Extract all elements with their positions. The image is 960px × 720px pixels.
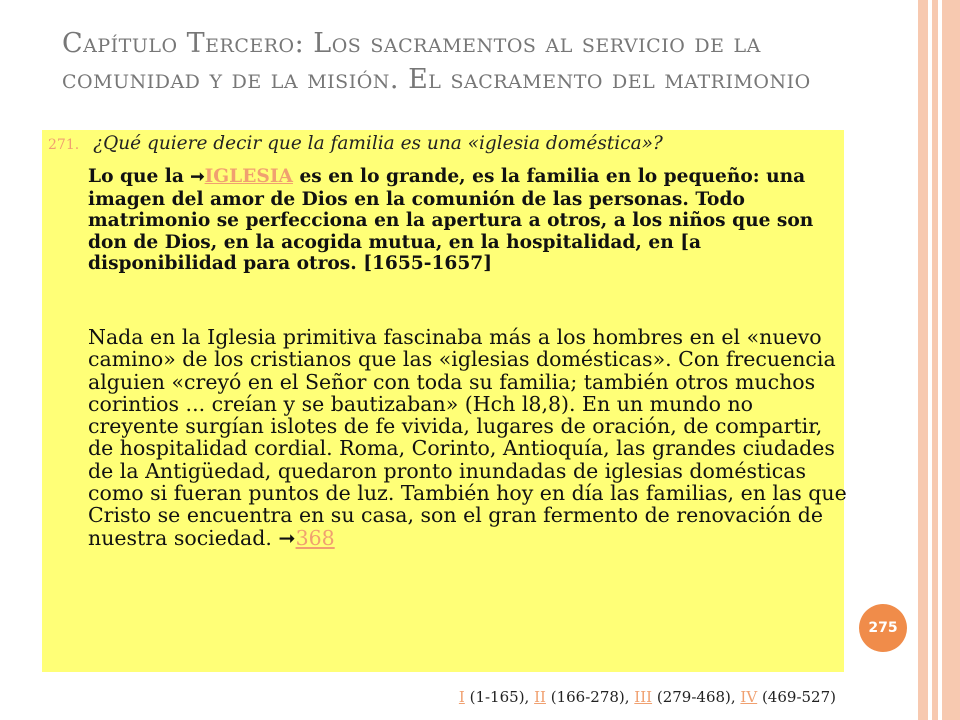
question-number: 271. xyxy=(48,137,80,153)
footer-range: (469-527) xyxy=(757,688,836,706)
footer-nav xyxy=(459,688,836,706)
decor-stripe xyxy=(918,0,928,720)
answer-text xyxy=(88,166,840,275)
answer-lead: Lo que la xyxy=(88,166,191,187)
decor-stripe xyxy=(942,0,960,720)
page-number-badge: 275 xyxy=(859,604,907,652)
answer-rest: es en lo grande, es la familia en lo pequeño: una imagen del amor de Dios en la comunión de las personas. Todo matrimonio se perfecciona en la apertura a otros, a los niños que son don de Dios, en la acogida mutua, en la hospitalidad, en [a disponibilidad para otros. [1655-1657] xyxy=(88,166,814,274)
body-paragraph xyxy=(88,326,848,549)
arrow-right-icon: ➞ xyxy=(278,525,296,550)
paragraph-text: Nada en la Iglesia primitiva fascinaba más a los hombres en el «nuevo camino» de los cristianos que las «iglesias domésticas». Con frecuencia alguien «creyó en el Señor con toda su familia; también otros muchos corintios ... creían y se bautizaban» (Hch l8,8). En un mundo no creyente surgían islotes de fe vivida, lugares de oración, de compartir, de hospitalidad cordial. Roma, Corinto, Antioquía, las grandes ciudades de la Antigüedad, quedaron pronto inundadas de iglesias domésticas como si fueran puntos de luz. También hoy en día las familias, en las que Cristo se encuentra en su casa, son el gran fermento de renovación de nuestra sociedad. xyxy=(88,325,847,550)
footer-range: (279-468), xyxy=(652,688,741,706)
footer-range: (1-165), xyxy=(464,688,535,706)
footer-link-ii[interactable]: II xyxy=(534,688,546,706)
footer-link-iii[interactable]: III xyxy=(634,688,653,706)
arrow-right-icon: ➞ xyxy=(190,167,205,187)
footer-link-iv[interactable]: IV xyxy=(740,688,758,706)
question-text: ¿Qué quiere decir que la familia es una «iglesia doméstica»? xyxy=(93,133,663,154)
footer-range: (166-278), xyxy=(545,688,635,706)
link-iglesia[interactable]: IGLESIA xyxy=(204,166,293,187)
link-368[interactable]: 368 xyxy=(295,525,335,550)
question-row xyxy=(48,131,848,158)
footer-link-i[interactable]: I xyxy=(458,688,465,706)
slide-title: Capítulo Tercero: Los sacramentos al servicio de la comunidad y de la misión. El sacramento del matrimonio xyxy=(62,28,811,95)
